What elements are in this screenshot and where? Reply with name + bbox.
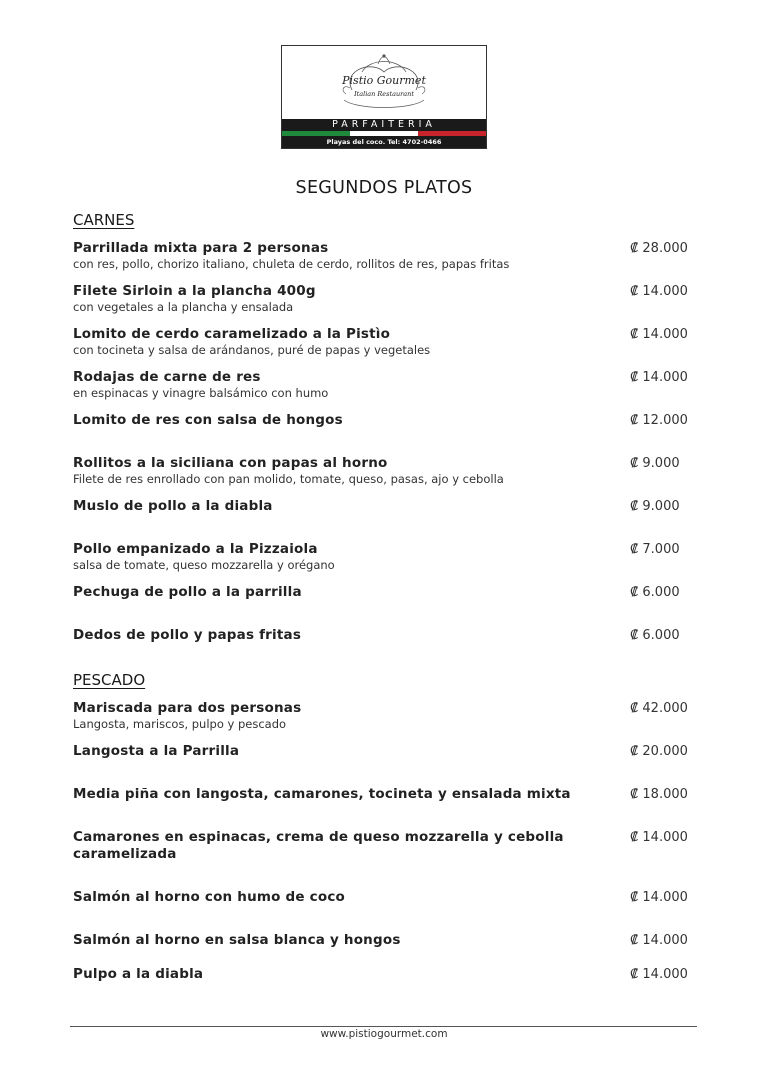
item-description: salsa de tomate, queso mozzarella y orégano [73, 558, 335, 572]
menu-item [73, 326, 693, 358]
item-name: Rollitos a la siciliana con papas al horno [73, 455, 388, 471]
item-description: Langosta, mariscos, pulpo y pescado [73, 717, 287, 731]
item-price: ₡ 14.000 [630, 890, 688, 905]
item-price: ₡ 12.000 [630, 413, 688, 428]
menu-item [73, 369, 693, 401]
item-price: ₡ 20.000 [630, 744, 688, 759]
item-price: ₡ 14.000 [630, 284, 688, 299]
item-description: Filete de res enrollado con pan molido, tomate, queso, pasas, ajo y cebolla [73, 472, 504, 486]
item-price: ₡ 6.000 [630, 585, 680, 600]
item-price: ₡ 42.000 [630, 701, 688, 716]
item-name: Filete Sirloin a la plancha 400g [73, 283, 316, 299]
item-name: Lomito de res con salsa de hongos [73, 412, 343, 428]
item-price: ₡ 28.000 [630, 241, 688, 256]
menu-item [73, 786, 693, 803]
menu-item [73, 584, 693, 601]
page-title: SEGUNDOS PLATOS [295, 178, 473, 198]
item-name: Pollo empanizado a la Pizzaiola [73, 541, 318, 557]
item-name: Pulpo a la diabla [73, 966, 204, 982]
restaurant-logo [281, 45, 487, 149]
item-name: Pechuga de pollo a la parrilla [73, 584, 302, 600]
item-description: con tocineta y salsa de arándanos, puré de papas y vegetales [73, 343, 431, 357]
item-name: Lomito de cerdo caramelizado a la Pistìo [73, 326, 391, 342]
menu-item [73, 541, 693, 573]
menu-item [73, 498, 693, 515]
item-price: ₡ 14.000 [630, 370, 688, 385]
item-price: ₡ 7.000 [630, 542, 680, 557]
item-name: Camarones en espinacas, crema de queso mozzarella y cebolla caramelizada [73, 829, 564, 862]
menu-item [73, 889, 693, 906]
menu-item [73, 966, 693, 983]
logo-banner: PARFAITERIA [282, 119, 486, 131]
item-price: ₡ 9.000 [630, 456, 680, 471]
item-name: Salmón al horno con humo de coco [73, 889, 346, 905]
item-name: Salmón al horno en salsa blanca y hongos [73, 932, 401, 948]
item-name: Muslo de pollo a la diabla [73, 498, 273, 514]
item-name: Dedos de pollo y papas fritas [73, 627, 302, 643]
item-name: Rodajas de carne de res [73, 369, 261, 385]
item-price: ₡ 14.000 [630, 327, 688, 342]
item-price: ₡ 9.000 [630, 499, 680, 514]
menu-item [73, 283, 693, 315]
item-description: en espinacas y vinagre balsámico con humo [73, 386, 329, 400]
menu-item [73, 627, 693, 644]
menu-item [73, 412, 693, 429]
item-description: con vegetales a la plancha y ensalada [73, 300, 294, 314]
footer-divider [70, 1026, 697, 1027]
item-description: con res, pollo, chorizo italiano, chuleta de cerdo, rollitos de res, papas fritas [73, 257, 510, 271]
item-name: Langosta a la Parrilla [73, 743, 240, 759]
item-price: ₡ 6.000 [630, 628, 680, 643]
logo-subtitle: Italian Restaurant [354, 90, 414, 98]
menu-item [73, 743, 693, 760]
menu-item [73, 829, 693, 863]
logo-contact: Playas del coco. Tel: 4702-0466 [282, 136, 486, 148]
footer-website[interactable]: www.pistiogourmet.com [320, 1028, 448, 1040]
menu-item [73, 455, 693, 487]
item-name: Parrillada mixta para 2 personas [73, 240, 329, 256]
item-price: ₡ 14.000 [630, 830, 688, 845]
section-heading-pescado: PESCADO [73, 671, 146, 689]
item-name: Mariscada para dos personas [73, 700, 302, 716]
item-price: ₡ 14.000 [630, 967, 688, 982]
menu-item [73, 932, 693, 949]
item-price: ₡ 14.000 [630, 933, 688, 948]
item-price: ₡ 18.000 [630, 787, 688, 802]
item-name: Media piña con langosta, camarones, tocineta y ensalada mixta [73, 786, 571, 802]
menu-item [73, 700, 693, 732]
section-heading-carnes: CARNES [73, 211, 135, 229]
logo-name: Pistio Gourmet [342, 74, 426, 87]
menu-item [73, 240, 693, 272]
